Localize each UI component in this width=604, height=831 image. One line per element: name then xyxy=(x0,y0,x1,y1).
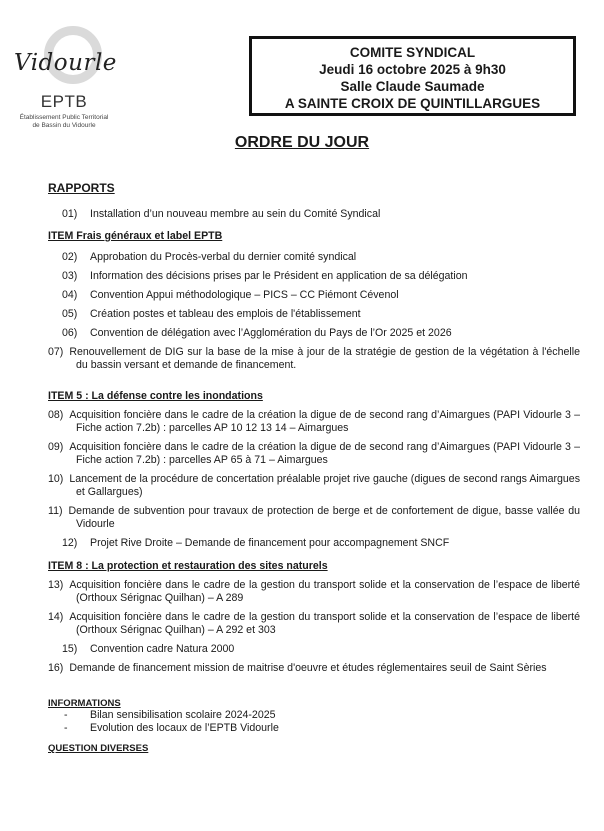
agenda-item xyxy=(62,537,566,550)
eptb-vidourle-logo xyxy=(14,18,117,138)
item-number: 12) xyxy=(62,537,78,549)
agenda-item xyxy=(48,579,580,605)
item-text: Convention Appui méthodologique – PICS – CC Piémont Cévenol xyxy=(90,289,399,301)
info-bullet xyxy=(64,709,276,722)
logo-subtitle-line2: de Bassin du Vidourle xyxy=(32,122,96,129)
agenda-item xyxy=(62,270,566,283)
logo-subtitle-line1: Établissement Public Territorial xyxy=(19,114,109,121)
item-number: 10) xyxy=(48,473,64,485)
logo-subtitle xyxy=(8,114,120,130)
item-text: Acquisition foncière dans le cadre de la création la digue de de second rang d’Aimargues (PAPI Vidourle 3 – Fiche action 7.2b) : parcelles AP 10 12 13 14 – Aimargues xyxy=(69,409,580,434)
item-number: 04) xyxy=(62,289,78,301)
bullet-dash: - xyxy=(64,722,68,734)
section-heading-frais: ITEM Frais généraux et label EPTB xyxy=(48,230,223,242)
item-number: 02) xyxy=(62,251,78,263)
section-heading-item8: ITEM 8 : La protection et restauration des sites naturels xyxy=(48,560,328,572)
agenda-item xyxy=(62,308,566,321)
item-number: 15) xyxy=(62,643,78,655)
logo-script-name: Vidourle xyxy=(14,50,117,76)
item-text: Acquisition foncière dans le cadre de la gestion du transport solide et la conservation de l’espace de liberté (Orthoux Sérignac Quilhan) – A 292 et 303 xyxy=(69,611,580,636)
item-number: 07) xyxy=(48,346,64,358)
agenda-item xyxy=(48,441,580,467)
agenda-item xyxy=(62,208,566,221)
meeting-room: Salle Claude Saumade xyxy=(340,79,485,94)
agenda-item xyxy=(62,643,566,656)
agenda-item xyxy=(48,473,580,499)
meeting-name: COMITE SYNDICAL xyxy=(349,45,476,60)
item-text: Projet Rive Droite – Demande de financement pour accompagnement SNCF xyxy=(90,537,450,549)
bullet-text: Bilan sensibilisation scolaire 2024-2025 xyxy=(90,709,276,721)
item-number: 11) xyxy=(48,505,63,517)
agenda-item xyxy=(48,409,580,435)
item-text: Approbation du Procès-verbal du dernier comité syndical xyxy=(90,251,357,263)
agenda-item xyxy=(48,346,580,372)
item-text: Demande de subvention pour travaux de protection de berge et de confortement de digue, basse vallée du Vidourle xyxy=(68,505,580,530)
agenda-item xyxy=(48,611,580,637)
item-number: 05) xyxy=(62,308,78,320)
item-number: 14) xyxy=(48,611,64,623)
item-text: Information des décisions prises par le Président en application de sa délégation xyxy=(90,270,468,282)
item-number: 01) xyxy=(62,208,78,220)
item-text: Acquisition foncière dans le cadre de la création la digue de de second rang d’Aimargues (PAPI Vidourle 3 – Fiche action 7.2b) : parcelles AP 65 à 71 – Aimargues xyxy=(69,441,580,466)
item-number: 16) xyxy=(48,662,64,674)
item-number: 03) xyxy=(62,270,78,282)
section-heading-rapports: RAPPORTS xyxy=(48,181,115,195)
section-heading-questions: QUESTION DIVERSES xyxy=(48,743,149,754)
item-number: 08) xyxy=(48,409,64,421)
agenda-item xyxy=(48,505,580,531)
agenda-item xyxy=(48,662,580,675)
item-text: Lancement de la procédure de concertation préalable projet rive gauche (digues de second rangs Aimargues et Gallargues) xyxy=(69,473,580,498)
logo-acronym: EPTB xyxy=(40,92,88,111)
page-title: ORDRE DU JOUR xyxy=(234,134,370,151)
agenda-item xyxy=(62,251,566,264)
item-text: Création postes et tableau des emplois de l'établissement xyxy=(90,308,361,320)
item-text: Acquisition foncière dans le cadre de la gestion du transport solide et la conservation de l’espace de liberté (Orthoux Sérignac Quilhan) – A 289 xyxy=(69,579,580,604)
agenda-item xyxy=(62,289,566,302)
item-text: Demande de financement mission de maitrise d'oeuvre et études réglementaires seuil de Saint Sèries xyxy=(69,662,547,674)
info-bullet xyxy=(64,722,279,735)
bullet-text: Evolution des locaux de l’EPTB Vidourle xyxy=(90,722,279,734)
item-number: 06) xyxy=(62,327,78,339)
bullet-dash: - xyxy=(64,709,68,721)
item-number: 13) xyxy=(48,579,64,591)
meeting-location: A SAINTE CROIX DE QUINTILLARGUES xyxy=(284,96,541,111)
section-heading-item5: ITEM 5 : La défense contre les inondations xyxy=(48,390,263,402)
item-text: Convention de délégation avec l’Agglomération du Pays de l’Or 2025 et 2026 xyxy=(90,327,452,339)
item-text: Convention cadre Natura 2000 xyxy=(90,643,235,655)
item-text: Renouvellement de DIG sur la base de la mise à jour de la stratégie de gestion de la végétation à l'échelle du bassin versant et demande de financement. xyxy=(69,346,580,371)
agenda-item xyxy=(62,327,566,340)
item-text: Installation d’un nouveau membre au sein du Comité Syndical xyxy=(90,208,381,220)
section-heading-informations: INFORMATIONS xyxy=(48,698,121,709)
meeting-info-box xyxy=(249,36,576,116)
meeting-date: Jeudi 16 octobre 2025 à 9h30 xyxy=(319,62,506,77)
item-number: 09) xyxy=(48,441,64,453)
